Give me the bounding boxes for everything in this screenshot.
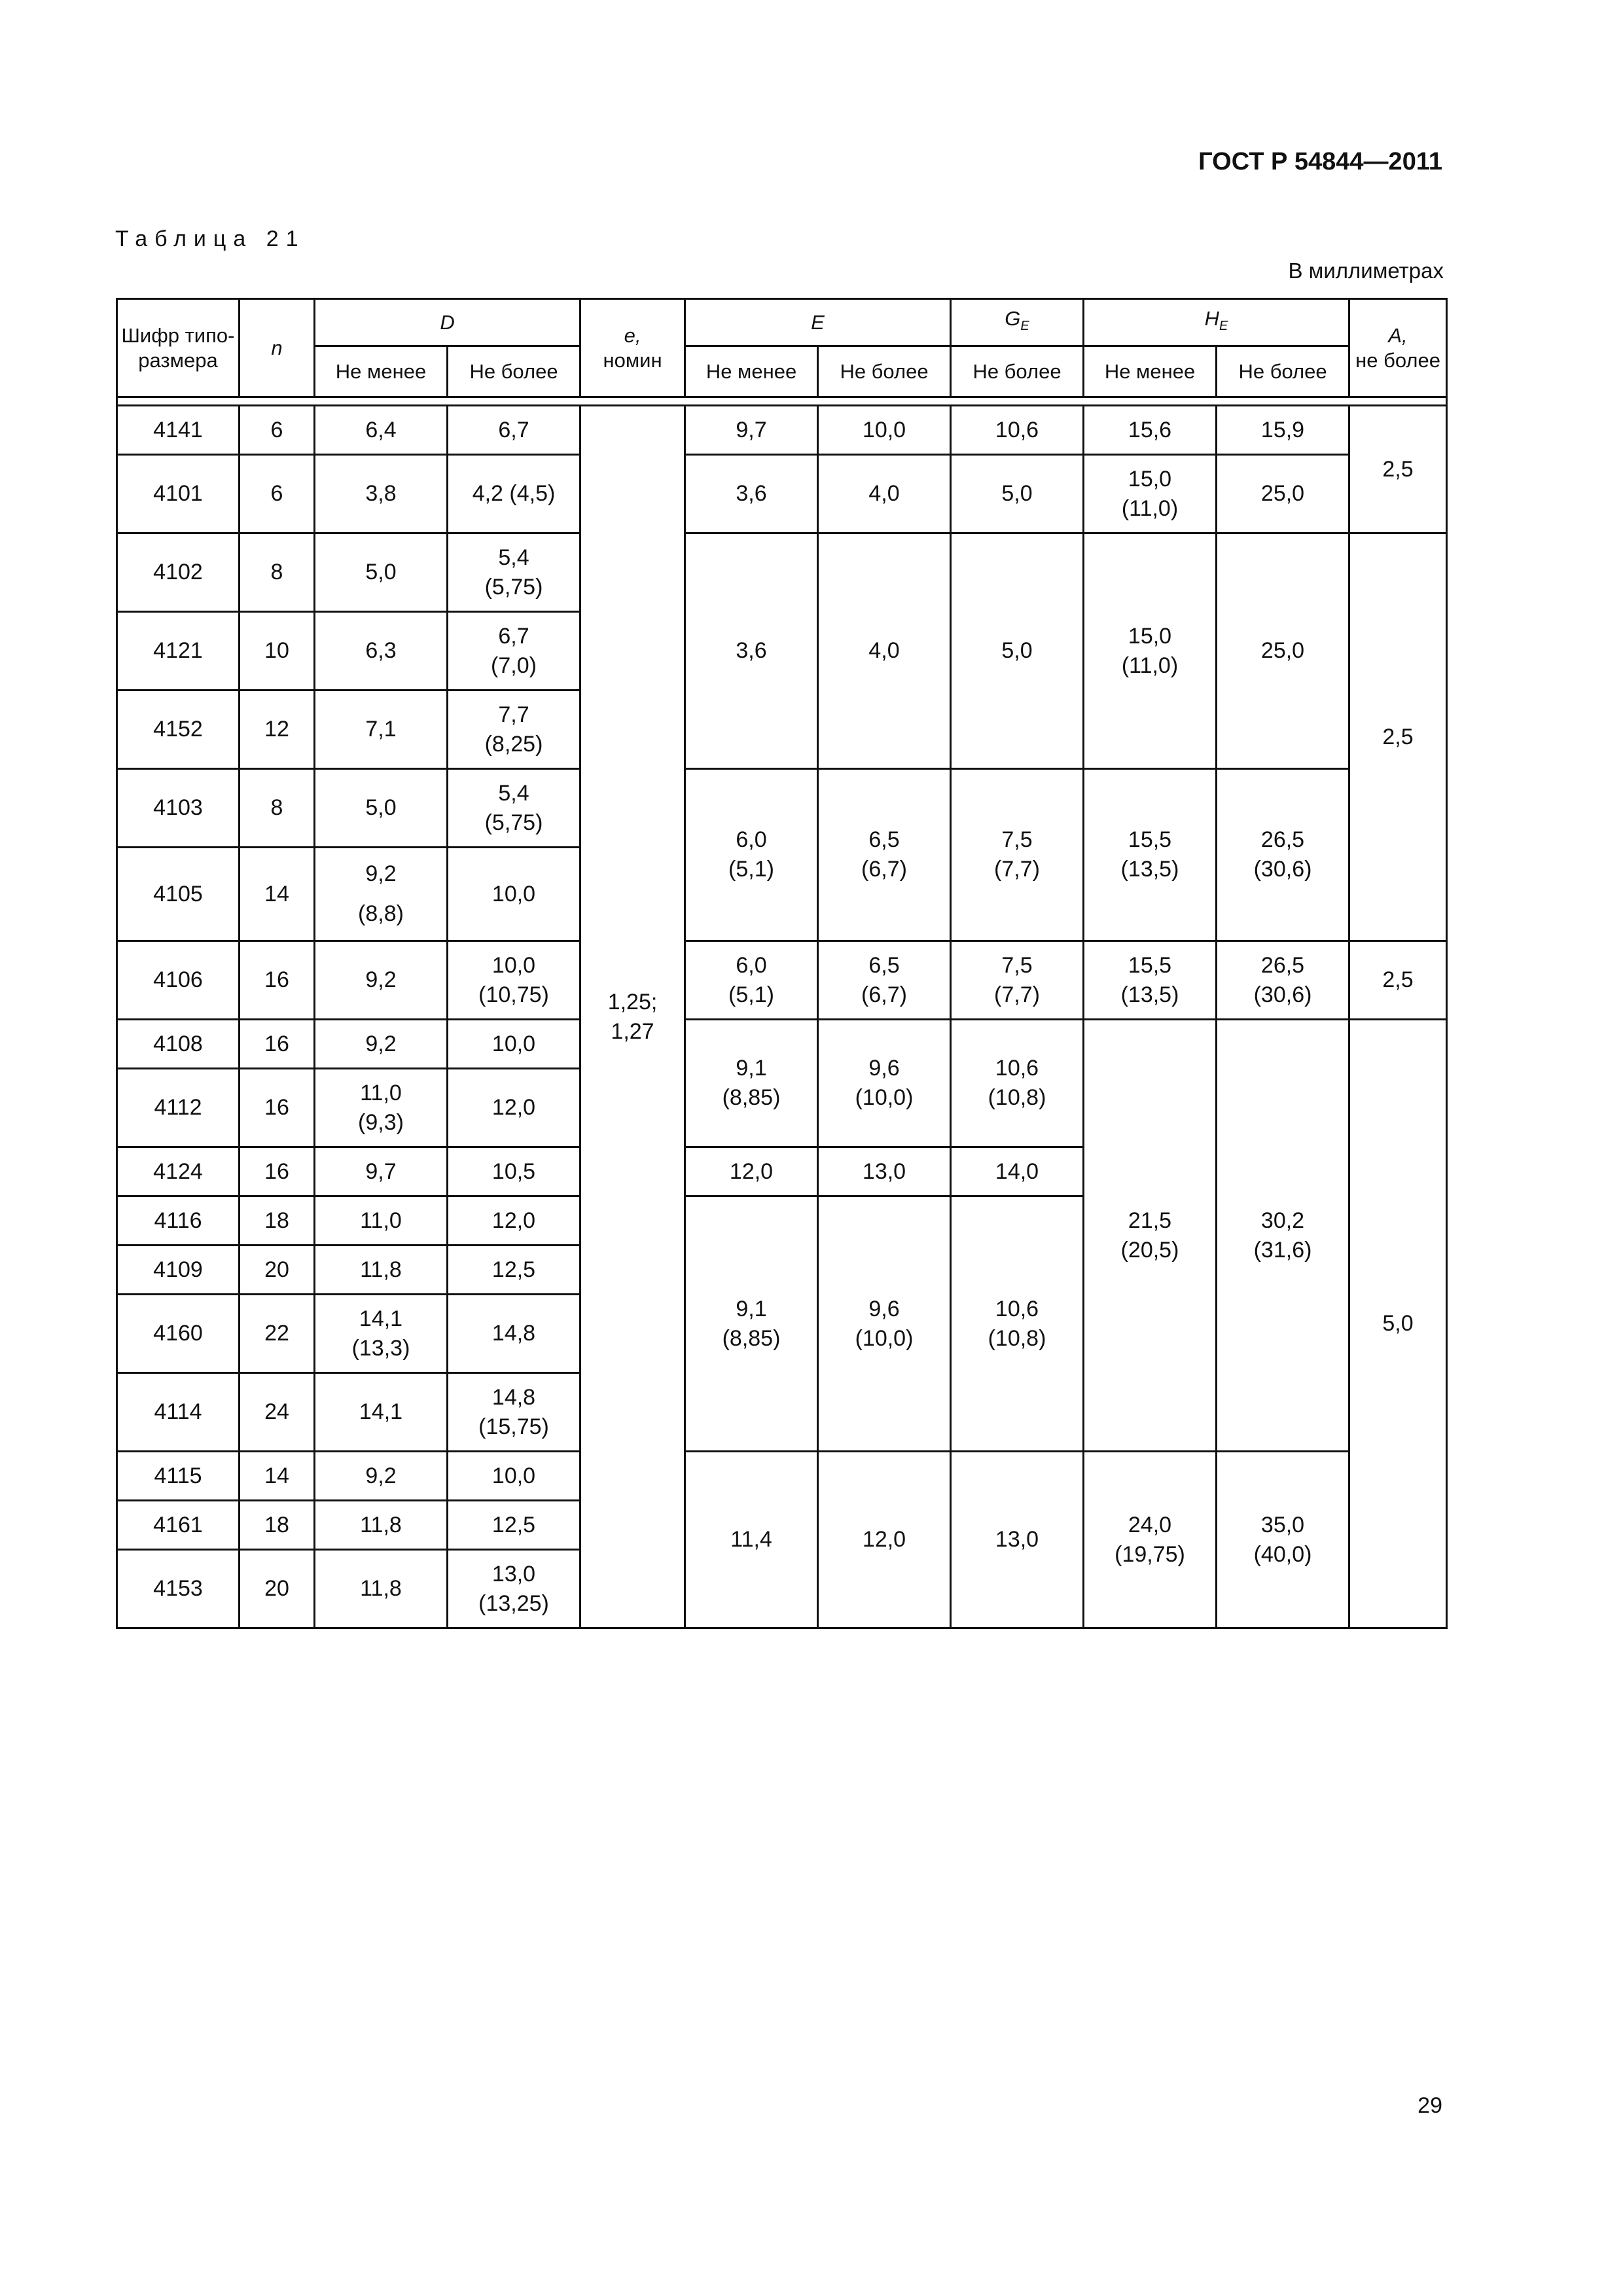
header-ge-max: Не более	[951, 346, 1084, 397]
cell-n: 14	[240, 848, 315, 941]
header-e-min: Не менее	[685, 346, 818, 397]
cell-d-min	[315, 848, 448, 941]
cell-d-min: 14,1 (13,3)	[315, 1295, 448, 1373]
cell-ge: 5,0	[951, 533, 1084, 769]
cell-d-max: 13,0 (13,25)	[448, 1550, 580, 1628]
cell-e-min: 11,4	[685, 1452, 818, 1628]
cell-he-min: 15,5 (13,5)	[1084, 769, 1217, 941]
cell-d-max: 7,7 (8,25)	[448, 691, 580, 769]
cell-e-max: 6,5 (6,7)	[818, 941, 951, 1020]
cell-d-max: 14,8 (15,75)	[448, 1373, 580, 1452]
cell-n: 24	[240, 1373, 315, 1452]
header-code: Шифр типо-размера	[117, 299, 240, 397]
cell-ge: 10,6 (10,8)	[951, 1020, 1084, 1147]
cell-n: 14	[240, 1452, 315, 1501]
header-ge-symbol: G	[1005, 306, 1021, 330]
cell-n: 16	[240, 1020, 315, 1069]
cell-ge: 7,5 (7,7)	[951, 941, 1084, 1020]
cell-he-min: 15,6	[1084, 406, 1217, 455]
cell-code: 4124	[117, 1147, 240, 1196]
table-row	[117, 941, 1447, 1020]
cell-d-min: 14,1	[315, 1373, 448, 1452]
cell-code: 4105	[117, 848, 240, 941]
cell-he-max: 25,0	[1217, 455, 1349, 533]
cell-n: 20	[240, 1550, 315, 1628]
cell-d-max: 4,2 (4,5)	[448, 455, 580, 533]
header-separator	[117, 397, 1447, 406]
header-he-symbol: H	[1204, 306, 1220, 330]
cell-d-min: 11,0 (9,3)	[315, 1069, 448, 1147]
cell-e-max: 4,0	[818, 533, 951, 769]
cell-a: 2,5	[1349, 533, 1447, 941]
header-d: D	[315, 299, 580, 346]
header-n: n	[240, 299, 315, 397]
cell-e-min: 3,6	[685, 455, 818, 533]
cell-n: 18	[240, 1196, 315, 1246]
cell-e-min: 9,1 (8,85)	[685, 1020, 818, 1147]
table-title: Таблица 21	[115, 226, 306, 251]
cell-e-max: 12,0	[818, 1452, 951, 1628]
cell-n: 8	[240, 533, 315, 612]
cell-code: 4115	[117, 1452, 240, 1501]
cell-n: 16	[240, 941, 315, 1020]
header-e	[580, 299, 685, 397]
cell-he-max: 26,5 (30,6)	[1217, 769, 1349, 941]
cell-n: 12	[240, 691, 315, 769]
cell-d-min-alt: (8,8)	[358, 901, 404, 926]
header-e-max: Не более	[818, 346, 951, 397]
header-a-symbol: A,	[1388, 323, 1408, 347]
cell-d-max: 10,0	[448, 848, 580, 941]
cell-d-min: 7,1	[315, 691, 448, 769]
cell-he-max: 26,5 (30,6)	[1217, 941, 1349, 1020]
cell-he-max: 25,0	[1217, 533, 1349, 769]
cell-ge: 13,0	[951, 1452, 1084, 1628]
cell-d-max: 5,4 (5,75)	[448, 533, 580, 612]
header-a-sub: не более	[1355, 348, 1440, 372]
cell-d-max: 12,0	[448, 1196, 580, 1246]
cell-d-max: 10,0	[448, 1020, 580, 1069]
cell-d-max: 10,0	[448, 1452, 580, 1501]
cell-d-min: 9,2	[315, 941, 448, 1020]
header-e-range: E	[685, 299, 951, 346]
table-row	[117, 533, 1447, 612]
cell-d-max: 6,7 (7,0)	[448, 612, 580, 691]
cell-ge: 7,5 (7,7)	[951, 769, 1084, 941]
header-e-symbol: e,	[624, 323, 641, 347]
cell-e-max: 6,5 (6,7)	[818, 769, 951, 941]
cell-d-max: 12,0	[448, 1069, 580, 1147]
cell-ge: 10,6	[951, 406, 1084, 455]
cell-he-min: 15,0 (11,0)	[1084, 455, 1217, 533]
cell-d-min: 5,0	[315, 769, 448, 848]
cell-code: 4160	[117, 1295, 240, 1373]
cell-d-min: 9,2	[315, 1020, 448, 1069]
cell-he-max: 15,9	[1217, 406, 1349, 455]
cell-code: 4102	[117, 533, 240, 612]
cell-d-min: 9,7	[315, 1147, 448, 1196]
cell-d-max: 10,5	[448, 1147, 580, 1196]
table-row	[117, 1020, 1447, 1069]
cell-e-max: 9,6 (10,0)	[818, 1196, 951, 1452]
cell-d-min: 11,0	[315, 1196, 448, 1246]
header-d-max: Не более	[448, 346, 580, 397]
cell-code: 4106	[117, 941, 240, 1020]
cell-ge: 10,6 (10,8)	[951, 1196, 1084, 1452]
cell-d-min: 3,8	[315, 455, 448, 533]
cell-d-min: 9,2	[315, 1452, 448, 1501]
cell-he-max: 30,2 (31,6)	[1217, 1020, 1349, 1452]
cell-d-max: 12,5	[448, 1501, 580, 1550]
cell-e-max: 9,6 (10,0)	[818, 1020, 951, 1147]
header-he	[1084, 299, 1349, 346]
cell-d-min: 11,8	[315, 1501, 448, 1550]
cell-code: 4101	[117, 455, 240, 533]
cell-e-max: 4,0	[818, 455, 951, 533]
document-code: ГОСТ Р 54844—2011	[1198, 148, 1442, 175]
cell-d-min: 11,8	[315, 1246, 448, 1295]
header-ge	[951, 299, 1084, 346]
units-note: В миллиметрах	[1288, 259, 1444, 283]
table-row	[117, 1452, 1447, 1501]
cell-e-min: 9,1 (8,85)	[685, 1196, 818, 1452]
cell-n: 16	[240, 1147, 315, 1196]
cell-n: 16	[240, 1069, 315, 1147]
cell-he-min: 15,0 (11,0)	[1084, 533, 1217, 769]
cell-e-max: 13,0	[818, 1147, 951, 1196]
cell-a: 5,0	[1349, 1020, 1447, 1628]
cell-n: 8	[240, 769, 315, 848]
cell-a: 2,5	[1349, 406, 1447, 533]
cell-d-max: 5,4 (5,75)	[448, 769, 580, 848]
header-he-sub: E	[1219, 319, 1228, 334]
cell-code: 4112	[117, 1069, 240, 1147]
dimensions-table	[116, 298, 1448, 1629]
header-ge-sub: E	[1020, 319, 1029, 334]
page-number: 29	[1418, 2093, 1442, 2118]
cell-code: 4109	[117, 1246, 240, 1295]
cell-code: 4152	[117, 691, 240, 769]
cell-a: 2,5	[1349, 941, 1447, 1020]
cell-e-min: 6,0 (5,1)	[685, 769, 818, 941]
header-e-sub: номин	[603, 348, 662, 372]
cell-e-max: 10,0	[818, 406, 951, 455]
cell-n: 18	[240, 1501, 315, 1550]
cell-he-min: 24,0 (19,75)	[1084, 1452, 1217, 1628]
cell-d-min: 5,0	[315, 533, 448, 612]
cell-code: 4153	[117, 1550, 240, 1628]
cell-code: 4116	[117, 1196, 240, 1246]
cell-n: 10	[240, 612, 315, 691]
cell-code: 4161	[117, 1501, 240, 1550]
cell-n: 20	[240, 1246, 315, 1295]
cell-ge: 5,0	[951, 455, 1084, 533]
header-he-min: Не менее	[1084, 346, 1217, 397]
cell-e-nom: 1,25; 1,27	[580, 406, 685, 1628]
cell-n: 22	[240, 1295, 315, 1373]
cell-ge: 14,0	[951, 1147, 1084, 1196]
cell-e-min: 9,7	[685, 406, 818, 455]
cell-d-min: 6,3	[315, 612, 448, 691]
table-row	[117, 406, 1447, 455]
cell-n: 6	[240, 455, 315, 533]
cell-code: 4121	[117, 612, 240, 691]
cell-code: 4141	[117, 406, 240, 455]
cell-d-max: 10,0 (10,75)	[448, 941, 580, 1020]
cell-d-min: 11,8	[315, 1550, 448, 1628]
cell-e-min: 6,0 (5,1)	[685, 941, 818, 1020]
cell-d-min: 6,4	[315, 406, 448, 455]
header-a	[1349, 299, 1447, 397]
cell-code: 4114	[117, 1373, 240, 1452]
cell-e-min: 3,6	[685, 533, 818, 769]
cell-he-min: 15,5 (13,5)	[1084, 941, 1217, 1020]
cell-d-max: 14,8	[448, 1295, 580, 1373]
cell-code: 4103	[117, 769, 240, 848]
table-row	[117, 769, 1447, 848]
cell-code: 4108	[117, 1020, 240, 1069]
cell-n: 6	[240, 406, 315, 455]
header-he-max: Не более	[1217, 346, 1349, 397]
cell-d-max: 6,7	[448, 406, 580, 455]
cell-d-min-value: 9,2	[365, 861, 397, 886]
cell-he-max: 35,0 (40,0)	[1217, 1452, 1349, 1628]
header-d-min: Не менее	[315, 346, 448, 397]
cell-d-max: 12,5	[448, 1246, 580, 1295]
table-row	[117, 455, 1447, 533]
cell-he-min: 21,5 (20,5)	[1084, 1020, 1217, 1452]
cell-e-min: 12,0	[685, 1147, 818, 1196]
